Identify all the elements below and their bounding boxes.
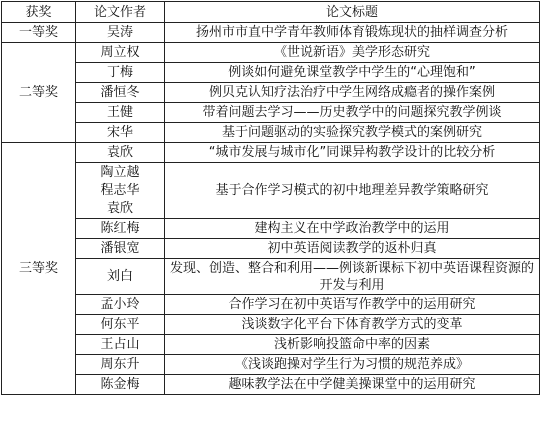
paper-title-cell: 初中英语阅读教学的返朴归真 bbox=[165, 239, 540, 259]
paper-title-cell: 建构主义在中学政治教学中的运用 bbox=[165, 219, 540, 239]
paper-title-cell: 例谈如何避免课堂教学中学生的“心理饱和” bbox=[165, 63, 540, 83]
award-level-cell: 二等奖 bbox=[2, 43, 76, 143]
award-table bbox=[1, 1, 540, 395]
author-cell bbox=[76, 163, 165, 219]
table-row bbox=[2, 335, 540, 355]
author-cell bbox=[76, 239, 165, 259]
table-row bbox=[2, 43, 540, 63]
author-name: 陶立越 bbox=[100, 164, 140, 180]
paper-title-cell: 《浅谈跑操对学生行为习惯的规范养成》 bbox=[165, 355, 540, 375]
author-name: 孟小玲 bbox=[100, 296, 140, 312]
author-cell bbox=[76, 123, 165, 143]
author-cell bbox=[76, 355, 165, 375]
paper-title-cell: 扬州市市直中学青年教师体育锻炼现状的抽样调查分析 bbox=[165, 23, 540, 43]
table-row bbox=[2, 295, 540, 315]
author-name: 刘白 bbox=[106, 268, 133, 284]
paper-title-cell: “城市发展与城市化”同课异构教学设计的比较分析 bbox=[165, 143, 540, 163]
paper-title-cell: 趣味教学法在中学健美操课堂中的运用研究 bbox=[165, 375, 540, 395]
table-row bbox=[2, 123, 540, 143]
author-name: 丁梅 bbox=[106, 64, 133, 80]
paper-title-cell: 浅谈数字化平台下体育教学方式的变革 bbox=[165, 315, 540, 335]
author-name: 宋华 bbox=[106, 124, 133, 140]
award-level-cell: 一等奖 bbox=[2, 23, 76, 43]
paper-title-cell: 发现、创造、整合和利用——例谈新课标下初中英语课程资源的开发与利用 bbox=[165, 259, 540, 295]
table-row bbox=[2, 355, 540, 375]
table-row bbox=[2, 63, 540, 83]
author-name: 袁欣 bbox=[106, 144, 133, 160]
table-row bbox=[2, 375, 540, 395]
author-name: 吴涛 bbox=[106, 24, 133, 40]
table-row bbox=[2, 239, 540, 259]
paper-title-cell: 带着问题去学习——历史教学中的问题探究教学例谈 bbox=[165, 103, 540, 123]
paper-title-cell: 例贝克认知疗法治疗中学生网络成瘾者的操作案例 bbox=[165, 83, 540, 103]
table-row bbox=[2, 219, 540, 239]
author-name: 陈金梅 bbox=[100, 376, 140, 392]
author-name: 周东升 bbox=[100, 356, 140, 372]
paper-title-cell: 《世说新语》美学形态研究 bbox=[165, 43, 540, 63]
table-row bbox=[2, 83, 540, 103]
author-name: 王占山 bbox=[100, 336, 140, 352]
author-cell bbox=[76, 43, 165, 63]
author-cell bbox=[76, 375, 165, 395]
author-cell bbox=[76, 63, 165, 83]
table-body bbox=[2, 23, 540, 395]
author-name: 潘恒冬 bbox=[100, 84, 140, 100]
award-level-cell: 三等奖 bbox=[2, 143, 76, 395]
author-cell bbox=[76, 143, 165, 163]
table-row bbox=[2, 143, 540, 163]
author-name: 袁欣 bbox=[106, 200, 133, 216]
table-row bbox=[2, 23, 540, 43]
author-cell bbox=[76, 103, 165, 123]
paper-title-cell: 合作学习在初中英语写作教学中的运用研究 bbox=[165, 295, 540, 315]
table-row bbox=[2, 315, 540, 335]
author-name: 潘银宽 bbox=[100, 240, 140, 256]
table-row bbox=[2, 163, 540, 219]
author-name: 王健 bbox=[106, 104, 133, 120]
author-cell bbox=[76, 315, 165, 335]
author-cell bbox=[76, 83, 165, 103]
table-row bbox=[2, 259, 540, 295]
author-name: 何东平 bbox=[100, 316, 140, 332]
table-row bbox=[2, 103, 540, 123]
author-name: 陈红梅 bbox=[100, 220, 140, 236]
paper-title-cell: 基于问题驱动的实验探究教学模式的案例研究 bbox=[165, 123, 540, 143]
paper-title-cell: 基于合作学习模式的初中地理差异教学策略研究 bbox=[165, 163, 540, 219]
author-cell bbox=[76, 295, 165, 315]
author-name: 程志华 bbox=[100, 182, 140, 198]
author-cell bbox=[76, 259, 165, 295]
author-cell bbox=[76, 219, 165, 239]
header-author: 论文作者 bbox=[76, 2, 165, 23]
header-row bbox=[2, 2, 540, 23]
author-cell bbox=[76, 23, 165, 43]
author-cell bbox=[76, 335, 165, 355]
header-award: 获奖 bbox=[2, 2, 76, 23]
paper-title-cell: 浅析影响投篮命中率的因素 bbox=[165, 335, 540, 355]
author-name: 周立权 bbox=[100, 44, 140, 60]
header-title: 论文标题 bbox=[165, 2, 540, 23]
